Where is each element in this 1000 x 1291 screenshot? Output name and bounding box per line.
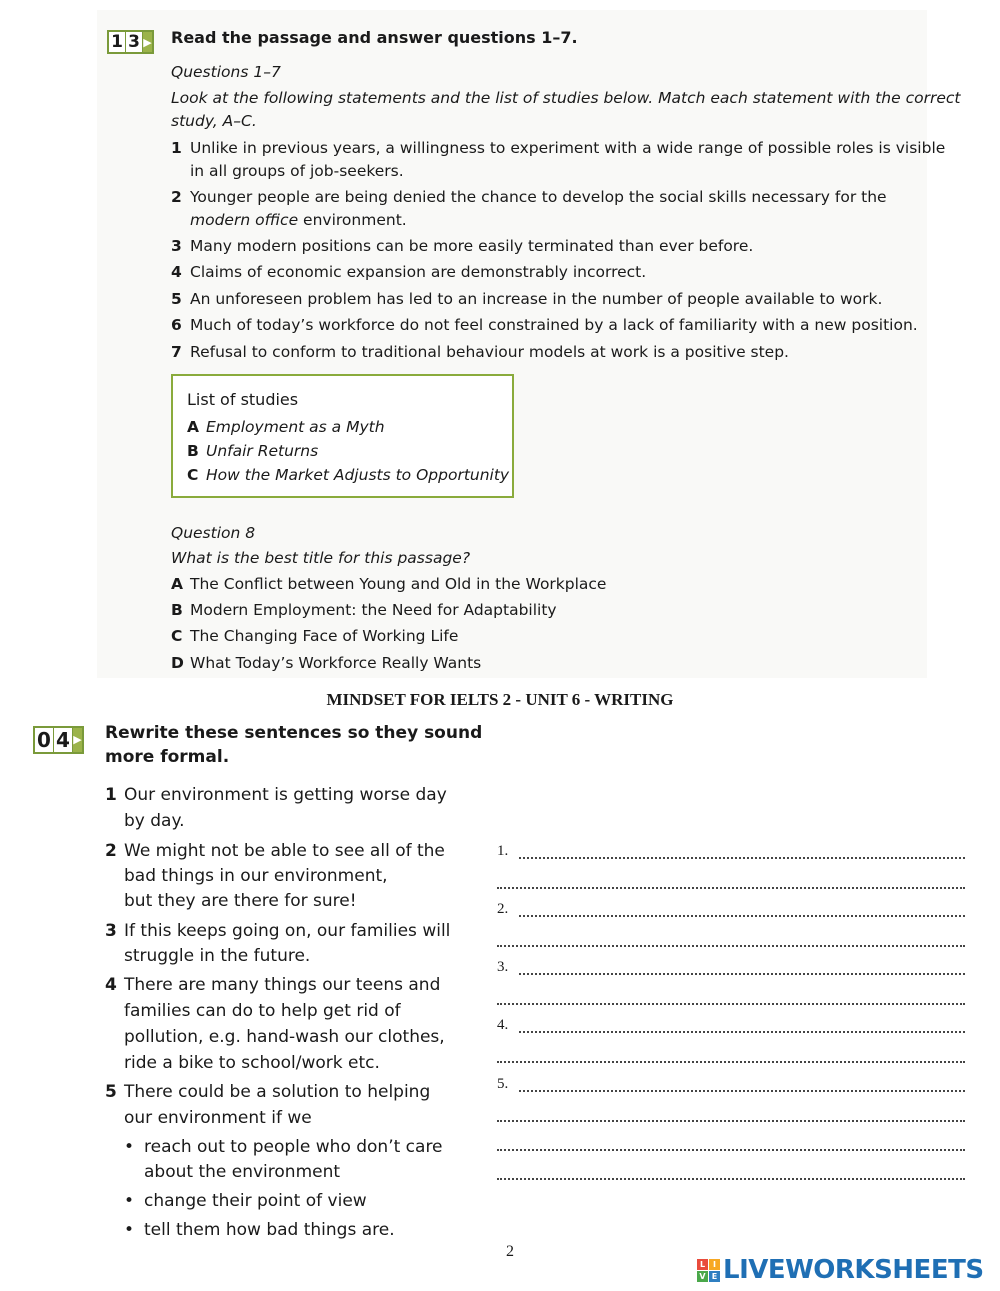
logo-blocks-icon: L I V E xyxy=(697,1259,720,1282)
question-8-heading: Question 8 xyxy=(171,524,256,542)
sentence-4: 4 There are many things our teens and xyxy=(105,975,441,995)
liveworksheets-logo xyxy=(697,1253,984,1287)
sentence-2: 2 We might not be able to see all of the xyxy=(105,841,445,861)
answer-line-3-cont[interactable] xyxy=(497,992,965,1008)
question-8-option-c: C The Changing Face of Working Life xyxy=(171,627,459,645)
page-number: 2 xyxy=(506,1243,514,1260)
statement-2: 2 Younger people are being denied the chance to develop the social skills necessary for the xyxy=(171,188,887,206)
answer-line-5-cont[interactable] xyxy=(497,1167,965,1183)
statement-1: 1 Unlike in previous years, a willingness to experiment with a wide range of possible roles is visible xyxy=(171,139,946,157)
answer-line-1[interactable]: 1. xyxy=(497,846,965,862)
sentence-4-cont: pollution, e.g. hand-wash our clothes, xyxy=(124,1027,445,1047)
sentence-1: 1 Our environment is getting worse day xyxy=(105,785,447,805)
study-b: B Unfair Returns xyxy=(187,442,319,460)
badge-arrow-icon: ▶ xyxy=(143,32,152,52)
bullet-item-cont: about the environment xyxy=(144,1162,341,1182)
questions-1-7-heading: Questions 1–7 xyxy=(171,63,281,81)
answer-line-4[interactable]: 4. xyxy=(497,1020,965,1036)
answer-line-2-cont[interactable] xyxy=(497,934,965,950)
bullet-item: • change their point of view xyxy=(124,1191,367,1211)
exercise-13-instruction: Read the passage and answer questions 1–7. xyxy=(171,28,578,47)
sentence-2-cont: but they are there for sure! xyxy=(124,891,357,911)
answer-line-4-cont[interactable] xyxy=(497,1050,965,1066)
answer-line-3[interactable]: 3. xyxy=(497,962,965,978)
answer-line-1-cont[interactable] xyxy=(497,876,965,892)
bullet-icon: • xyxy=(124,1191,135,1211)
bullet-item: • reach out to people who don’t care xyxy=(124,1137,443,1157)
question-8-option-b: B Modern Employment: the Need for Adaptability xyxy=(171,601,557,619)
bullet-icon: • xyxy=(124,1220,135,1240)
answer-line-2[interactable]: 2. xyxy=(497,904,965,920)
bullet-item: • tell them how bad things are. xyxy=(124,1220,395,1240)
sentence-3-cont: struggle in the future. xyxy=(124,946,311,966)
answer-line-5-cont[interactable] xyxy=(497,1109,965,1125)
directions-line: study, A–C. xyxy=(171,112,257,130)
sentence-4-cont: families can do to help get rid of xyxy=(124,1001,401,1021)
sentence-2-cont: bad things in our environment, xyxy=(124,866,388,886)
sentence-5-cont: our environment if we xyxy=(124,1108,312,1128)
badge-arrow-icon: ▶ xyxy=(73,728,82,752)
bullet-icon: • xyxy=(124,1137,135,1157)
sentence-1-cont: by day. xyxy=(124,811,185,831)
exercise-04-instruction: Rewrite these sentences so they sound xyxy=(105,723,483,743)
statement-7: 7 Refusal to conform to traditional behaviour models at work is a positive step. xyxy=(171,343,789,361)
exercise-13-badge: 1 3 ▶ xyxy=(107,30,154,54)
question-8-option-d: D What Today’s Workforce Really Wants xyxy=(171,654,482,672)
study-c: C How the Market Adjusts to Opportunity xyxy=(187,466,510,484)
question-8-prompt: What is the best title for this passage? xyxy=(171,549,471,567)
logo-text: LIVEWORKSHEETS xyxy=(723,1255,984,1285)
exercise-04-badge: 0 4 ▶ xyxy=(33,726,84,754)
answer-line-5-cont[interactable] xyxy=(497,1138,965,1154)
statement-2-cont: modern office environment. xyxy=(190,211,407,229)
sentence-5: 5 There could be a solution to helping xyxy=(105,1082,431,1102)
sentence-4-cont: ride a bike to school/work etc. xyxy=(124,1053,380,1073)
study-a: A Employment as a Myth xyxy=(187,418,385,436)
sentence-3: 3 If this keeps going on, our families will xyxy=(105,921,451,941)
exercise-04-instruction-cont: more formal. xyxy=(105,747,230,767)
question-8-option-a: A The Conflict between Young and Old in the Workplace xyxy=(171,575,607,593)
statement-6: 6 Much of today’s workforce do not feel constrained by a lack of familiarity with a new position. xyxy=(171,316,918,334)
answer-line-5[interactable]: 5. xyxy=(497,1079,965,1095)
statement-1-cont: in all groups of job-seekers. xyxy=(190,162,404,180)
statement-3: 3 Many modern positions can be more easily terminated than ever before. xyxy=(171,237,754,255)
statement-5: 5 An unforeseen problem has led to an increase in the number of people available to work. xyxy=(171,290,883,308)
statement-4: 4 Claims of economic expansion are demonstrably incorrect. xyxy=(171,263,647,281)
page-title: MINDSET FOR IELTS 2 - UNIT 6 - WRITING xyxy=(326,690,674,709)
list-of-studies-title: List of studies xyxy=(187,390,299,409)
directions-line: Look at the following statements and the list of studies below. Match each statement with the correct xyxy=(171,89,961,107)
